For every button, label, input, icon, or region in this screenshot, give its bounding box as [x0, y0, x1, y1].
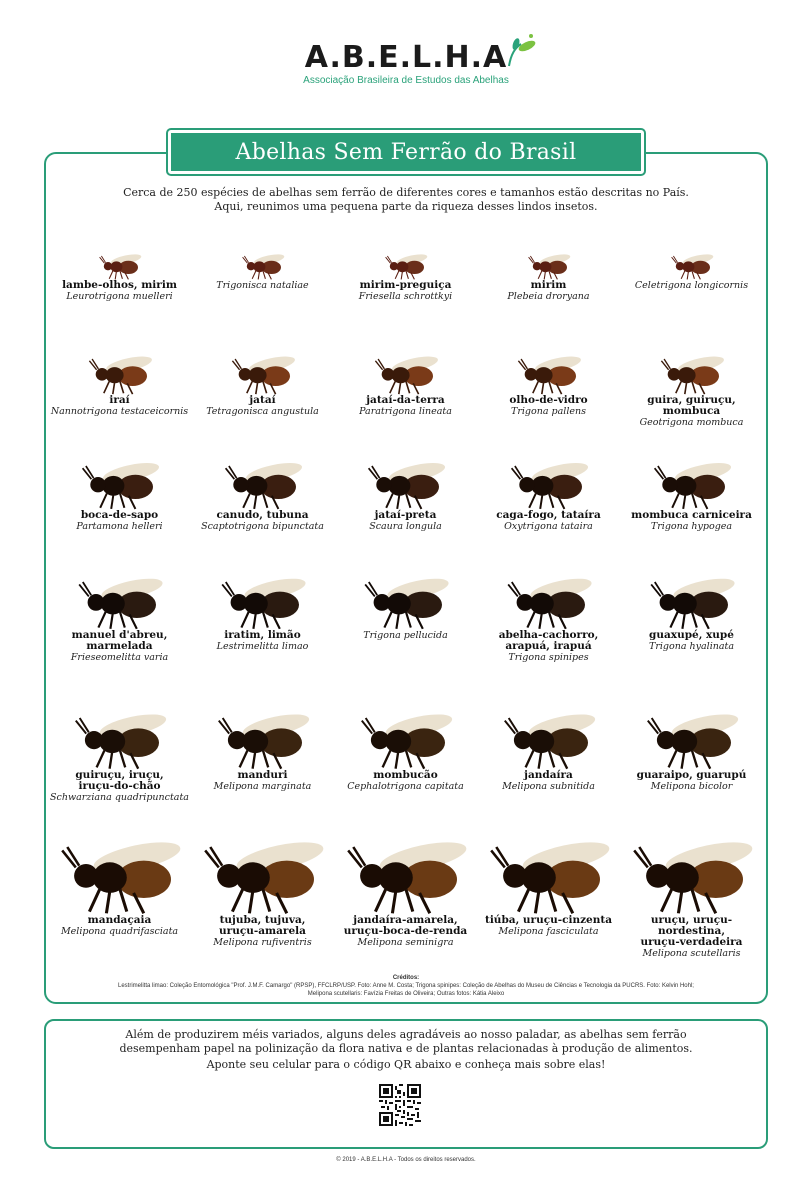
bee-photo	[215, 570, 311, 630]
bee-scientific-name: Trigona pellucida	[363, 630, 448, 641]
bee-photo	[211, 705, 315, 770]
bee-scientific-name: Lestrimelitta limao	[216, 641, 309, 652]
intro-text: Cerca de 250 espécies de abelhas sem ferrão de diferentes cores e tamanhos estão descritas no País. Aqui, reunimos uma pequena parte da riqueza desses lindos insetos.	[123, 186, 689, 213]
qr-call-to-action: Aponte seu celular para o código QR abaixo e conheça mais sobre elas!	[206, 1058, 606, 1071]
bee-scientific-name: Melipona subnitida	[502, 781, 595, 792]
bee-card	[48, 705, 191, 803]
bee-photo	[640, 705, 744, 770]
bee-card	[477, 830, 620, 937]
logo	[0, 40, 812, 86]
bee-grid	[48, 250, 764, 959]
info-text: Além de produzirem méis variados, alguns deles agradáveis ao nosso paladar, as abelhas sem ferrão desempenham papel na polinização da flora nativa e de plantas relacionadas à produção de alimentos.	[119, 1028, 693, 1055]
bee-scientific-name: Plebeia droryana	[507, 291, 590, 302]
bee-scientific-name: Trigonisca nataliae	[216, 280, 309, 291]
bee-scientific-name: Cephalotrigona capitata	[347, 781, 464, 792]
bee-photo	[656, 350, 728, 395]
bee-scientific-name: Scaura longula	[369, 521, 442, 532]
bee-scientific-name: Partamona helleri	[76, 521, 163, 532]
bee-common-name: mandaçaia	[87, 914, 152, 926]
credits-title: Créditos:	[392, 975, 420, 981]
bee-common-name: guiruçu, iruçu, iruçu-do-chão	[75, 769, 164, 792]
bee-scientific-name: Leurotrigona muelleri	[66, 291, 173, 302]
bee-photo	[505, 455, 593, 510]
bee-card	[477, 570, 620, 663]
bee-photo	[644, 570, 740, 630]
qr-code[interactable]	[379, 1084, 421, 1126]
bee-card	[620, 705, 763, 792]
bee-card	[477, 705, 620, 792]
bee-photo	[354, 705, 458, 770]
bee-card	[48, 350, 191, 417]
bee-common-name: mombuca carniceira	[631, 509, 752, 521]
bee-photo	[338, 830, 474, 915]
bee-photo	[525, 250, 573, 280]
bee-common-name: iraí	[109, 394, 130, 406]
bee-photo	[497, 705, 601, 770]
bee-photo	[358, 570, 454, 630]
bee-card	[191, 830, 334, 948]
bee-card	[620, 830, 763, 959]
bee-common-name: jataí-preta	[374, 509, 437, 521]
bee-common-name: guaxupé, xupé	[649, 629, 734, 641]
bee-photo	[370, 350, 442, 395]
bee-card	[191, 570, 334, 652]
bee-common-name: manuel d'abreu, marmelada	[71, 629, 168, 652]
bee-common-name: jandaíra	[524, 769, 573, 781]
bee-scientific-name: Trigona hyalinata	[648, 641, 734, 652]
bee-scientific-name: Melipona rufiventris	[213, 937, 312, 948]
bee-scientific-name: Celetrigona longicornis	[634, 280, 749, 291]
bee-scientific-name: Melipona quadrifasciata	[60, 926, 179, 937]
bee-card	[620, 570, 763, 652]
bee-common-name: mombucão	[373, 769, 438, 781]
bee-photo	[195, 830, 331, 915]
bee-card	[477, 250, 620, 302]
copyright-footer: © 2019 - A.B.E.L.H.A - Todos os direitos reservados.	[336, 1157, 476, 1163]
bee-common-name: caga-fogo, tataíra	[496, 509, 601, 521]
bee-card	[334, 830, 477, 948]
bee-common-name: uruçu, uruçu-nordestina, uruçu-verdadeira	[640, 914, 743, 948]
bee-card	[334, 250, 477, 302]
bee-photo	[481, 830, 617, 915]
logo-subtitle: Associação Brasileira de Estudos das Abelhas	[303, 75, 509, 86]
bee-scientific-name: Melipona scutellaris	[642, 948, 741, 959]
bee-photo	[382, 250, 430, 280]
bee-scientific-name: Scaptotrigona bipunctata	[201, 521, 324, 532]
bee-common-name: tiúba, uruçu-cinzenta	[484, 914, 613, 926]
bee-card	[620, 250, 763, 291]
bee-scientific-name: Geotrigona mombuca	[639, 417, 744, 428]
bee-common-name: iratim, limão	[224, 629, 301, 641]
bee-photo	[68, 705, 172, 770]
bee-scientific-name: Melipona seminigra	[357, 937, 454, 948]
credits-line: Lestrimelitta limao: Coleção Entomológica "Prof. J.M.F. Camargo" (RPSP), FFCLRP/USP. Foto: Anne M. Costa; Trigona spinipes: Coleção de Abelhas do Museu de Ciências e Tecnologia da PUCRS. Foto: Kelvin Hohl;	[118, 983, 694, 989]
bee-scientific-name: Paratrigona lineata	[359, 406, 452, 417]
bee-scientific-name: Friesella schrottkyi	[358, 291, 453, 302]
bee-photo	[76, 455, 164, 510]
bee-common-name: manduri	[237, 769, 288, 781]
bee-card	[334, 705, 477, 792]
bee-scientific-name: Trigona hypogea	[650, 521, 733, 532]
bee-card	[334, 350, 477, 417]
sprout-icon	[503, 32, 537, 68]
logo-wordmark: A.B.E.L.H.A	[304, 40, 508, 75]
bee-scientific-name: Frieseomelitta varia	[70, 652, 169, 663]
bee-photo	[624, 830, 760, 915]
bee-card	[477, 350, 620, 417]
bee-card	[48, 250, 191, 302]
bee-common-name: guaraipo, guarupú	[636, 769, 747, 781]
bee-photo	[219, 455, 307, 510]
bee-common-name: jataí-da-terra	[366, 394, 445, 406]
bee-scientific-name: Melipona bicolor	[650, 781, 733, 792]
bee-common-name: jataí	[249, 394, 276, 406]
bee-scientific-name: Melipona marginata	[213, 781, 312, 792]
bee-common-name: jandaíra-amarela, uruçu-boca-de-renda	[343, 914, 468, 937]
bee-card	[191, 250, 334, 291]
bee-photo	[501, 570, 597, 630]
bee-scientific-name: Trigona spinipes	[508, 652, 589, 663]
bee-common-name: canudo, tubuna	[216, 509, 309, 521]
bee-card	[334, 570, 477, 641]
bee-scientific-name: Tetragonisca angustula	[206, 406, 319, 417]
bee-common-name: olho-de-vidro	[509, 394, 588, 406]
bee-common-name: guira, guiruçu, mombuca	[647, 394, 736, 417]
bee-common-name: lambe-olhos, mirim	[62, 279, 177, 291]
bee-common-name: abelha-cachorro, arapuá, irapuá	[498, 629, 599, 652]
bee-card	[334, 455, 477, 532]
bee-scientific-name: Oxytrigona tataira	[504, 521, 593, 532]
bee-photo	[227, 350, 299, 395]
bee-card	[620, 455, 763, 532]
bee-scientific-name: Nannotrigona testaceicornis	[50, 406, 189, 417]
bee-photo	[239, 250, 287, 280]
bee-card	[48, 570, 191, 663]
credits	[60, 974, 752, 998]
bee-photo	[513, 350, 585, 395]
bee-common-name: mirim-preguiça	[359, 279, 452, 291]
bee-card	[477, 455, 620, 532]
bee-common-name: mirim	[530, 279, 567, 291]
bee-scientific-name: Melipona fasciculata	[498, 926, 599, 937]
bee-card	[48, 830, 191, 937]
bee-photo	[96, 250, 144, 280]
bee-scientific-name: Schwarziana quadripunctata	[50, 792, 189, 803]
bee-scientific-name: Trigona pallens	[511, 406, 586, 417]
bee-photo	[362, 455, 450, 510]
bee-common-name: boca-de-sapo	[80, 509, 159, 521]
page-title: Abelhas Sem Ferrão do Brasil	[168, 130, 644, 174]
bee-photo	[668, 250, 716, 280]
bee-card	[48, 455, 191, 532]
bee-photo	[52, 830, 188, 915]
credits-line: Melipona scutellaris: Favízia Freitas de Oliveira; Outras fotos: Kátia Aleixo	[307, 991, 505, 997]
bee-card	[191, 350, 334, 417]
bee-photo	[72, 570, 168, 630]
bee-card	[191, 705, 334, 792]
bee-photo	[84, 350, 156, 395]
bee-card	[620, 350, 763, 428]
bee-card	[191, 455, 334, 532]
bee-common-name: tujuba, tujuva, uruçu-amarela	[219, 914, 306, 937]
bee-photo	[648, 455, 736, 510]
